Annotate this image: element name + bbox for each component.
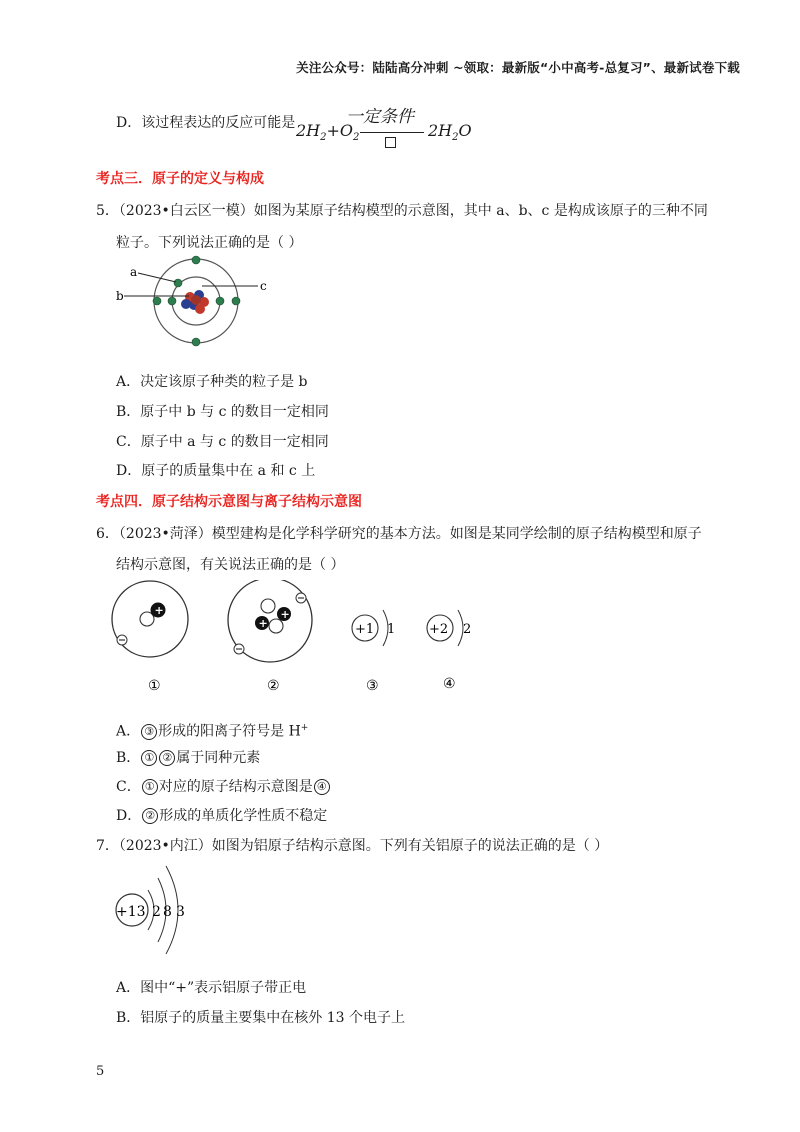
equation-rhs: $2H_2O$ <box>428 121 472 143</box>
q7-option-a: A．图中“+”表示铝原子带正电 <box>116 980 307 996</box>
q6-option-c: C． ① 对应的原子结构示意图是 ④ <box>116 777 331 797</box>
svg-text:+1: +1 <box>355 622 375 637</box>
equation-arrow-line <box>360 132 424 133</box>
q4-equation <box>296 100 496 152</box>
nucleus <box>181 290 209 314</box>
q5-option-a: A．决定该原子种类的粒子是 b <box>116 374 308 390</box>
svg-text:+: + <box>258 617 268 630</box>
q6-models-figure <box>100 580 500 700</box>
q7-option-b: B．铝原子的质量主要集中在核外 13 个电子上 <box>116 1010 406 1026</box>
q5-option-d: D．原子的质量集中在 a 和 c 上 <box>116 463 316 479</box>
al-shell-1: 2 <box>152 904 161 920</box>
q5-stem-line1: 5．（2023•白云区一模）如图为某原子结构模型的示意图，其中 a、b、c 是构成该原子的三种不同 <box>96 203 708 219</box>
q7-stem: 7．（2023•内江）如图为铝原子结构示意图。下列有关铝原子的说法正确的是（ ） <box>96 838 609 854</box>
q5-atom-model-figure <box>110 255 280 355</box>
al-nucleus: +13 <box>116 904 146 920</box>
q5-option-c: C．原子中 a 与 c 的数目一定相同 <box>116 434 329 450</box>
svg-text:1: 1 <box>387 622 396 637</box>
q5-stem-line2: 粒子。下列说法正确的是（ ） <box>116 235 303 251</box>
svg-text:+2: +2 <box>429 622 449 637</box>
q7-aluminum-atom-figure <box>108 862 218 962</box>
q6-option-b: B． ① ② 属于同种元素 <box>116 750 261 766</box>
q6-figure-3 <box>352 610 395 646</box>
q6-figure-label-3: ③ <box>366 678 379 694</box>
equation-lhs: $2H_2+O_2$ <box>296 121 360 143</box>
q6-figure-label-2: ② <box>267 678 280 694</box>
q6-figure-label-4: ④ <box>443 676 456 692</box>
equation-condition: 一定条件 <box>346 107 414 127</box>
section-title-4: 考点四．原子结构示意图与离子结构示意图 <box>96 494 362 510</box>
q6-option-d: D． ② 形成的单质化学性质不稳定 <box>116 808 328 824</box>
equation-box-icon <box>385 137 396 148</box>
q6-figure-2 <box>228 580 312 662</box>
q6-stem-line2: 结构示意图，有关说法正确的是（ ） <box>116 557 345 573</box>
svg-text:2: 2 <box>463 622 472 637</box>
q5-option-b: B．原子中 b 与 c 的数目一定相同 <box>116 404 329 420</box>
svg-text:+: + <box>154 604 164 617</box>
al-shell-2: 8 <box>163 904 172 920</box>
q6-option-a: A． ③ 形成的阳离子符号是 H+ <box>116 723 309 740</box>
label-a: a <box>130 265 138 279</box>
q6-figure-1 <box>112 581 188 657</box>
label-b: b <box>116 289 124 303</box>
svg-text:+: + <box>280 608 290 621</box>
q6-stem-line1: 6．（2023•菏泽）模型建构是化学科学研究的基本方法。如图是某同学绘制的原子结构模型和原子 <box>96 526 702 542</box>
q6-figure-4 <box>427 610 471 646</box>
header-note: 关注公众号：陆陆高分冲刺 ~领取：最新版“小中高考-总复习”、最新试卷下载 <box>296 60 740 75</box>
al-shell-3: 3 <box>176 904 185 920</box>
section-title-3: 考点三．原子的定义与构成 <box>96 171 264 187</box>
q6-figure-label-1: ① <box>148 678 161 694</box>
label-c: c <box>260 279 267 293</box>
q4-option-d-label: D．该过程表达的反应可能是 <box>116 115 296 131</box>
page-number: 5 <box>96 1064 105 1079</box>
label-a-pointer <box>138 273 176 282</box>
